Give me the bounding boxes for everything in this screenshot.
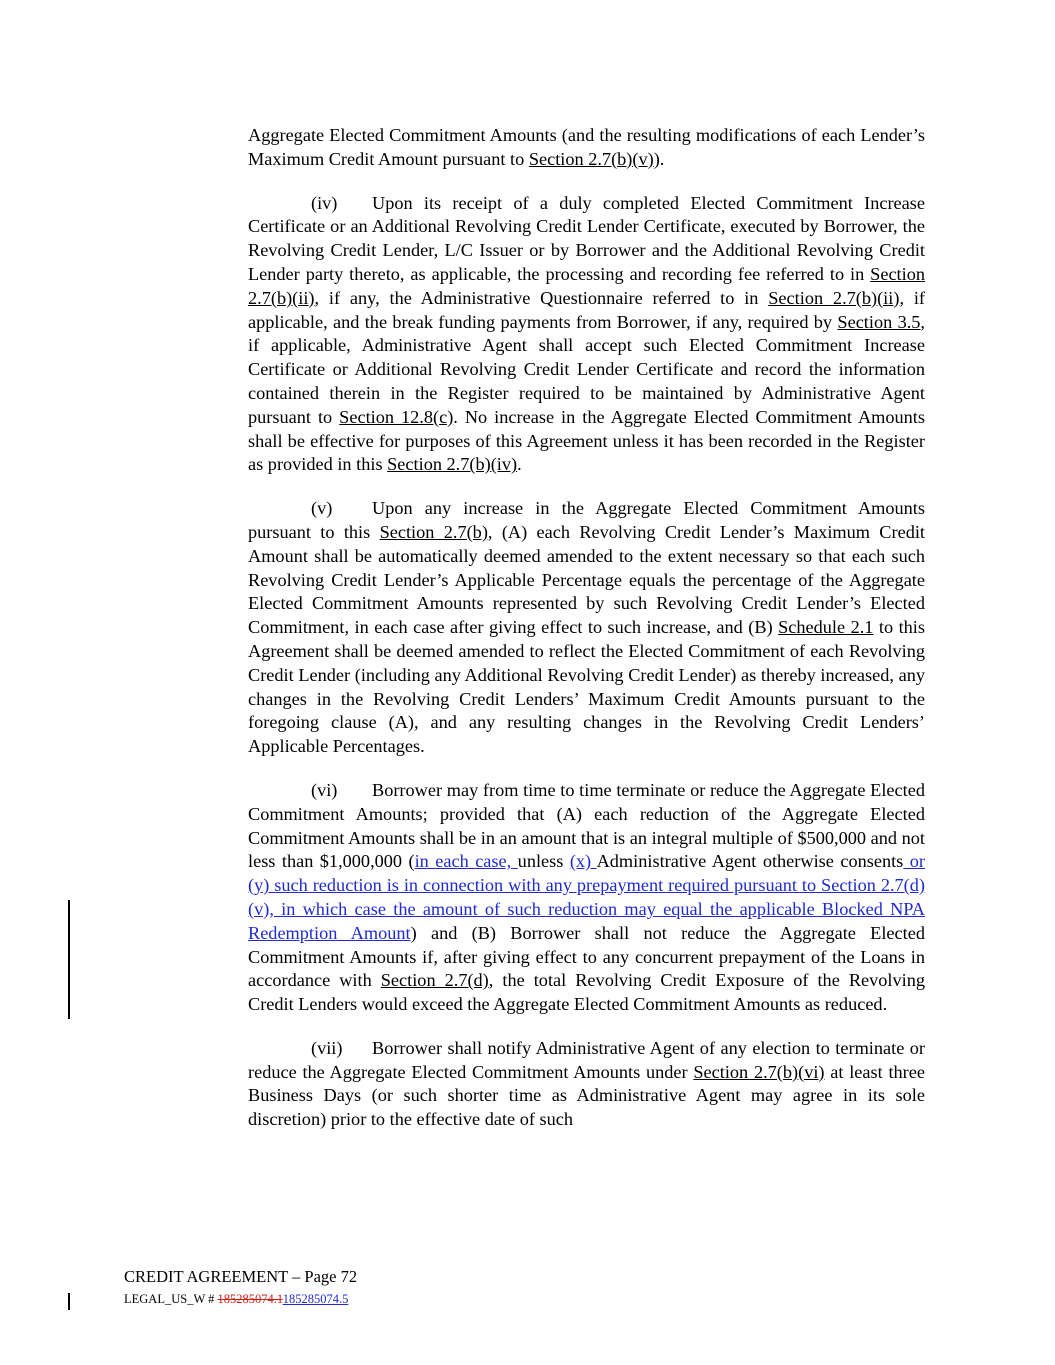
text-run: . [517,454,522,475]
text-run: Aggregate Elected Commitment Amounts (and the resulting modifications of each Lender’s Maximum Credit Amount pursuant to [248,125,925,169]
clause-number: (vii) [311,1037,343,1058]
text-run: , if applicable, and the break funding payments from Borrower, if any, required by [248,287,925,332]
inserted-text: or (y) such reduction is in connection with any prepayment required pursuant to Section 2.7(d)(v), in which case the amount of such reduction may equal the applicable Blocked NPA Redemption Amount [248,851,925,943]
section-reference: Section 12.8(c) [339,406,454,427]
text-run: ). [653,148,665,169]
page-body [248,124,925,1152]
paragraph-iv [248,192,925,478]
page-footer [124,1266,357,1308]
inserted-text: 185285074.5 [282,1292,349,1306]
text-run: Borrower may from time to time terminate or reduce the Aggregate Elected Commitment Amounts; provided that (A) each reduction of the Aggregate Elected Commitment Amounts shall be in an amount that is an integral multiple of $500,000 and not less than $1,000,000 ( [248,779,925,872]
text-run: Upon any increase in the Aggregate Elected Commitment Amounts pursuant to this [248,498,925,542]
document-number-prefix: LEGAL_US_W # [124,1292,218,1306]
inserted-text: in each case, [414,851,518,872]
paragraph-vii [248,1037,925,1132]
section-reference: Section 2.7(b)(iv) [387,454,518,475]
text-run: , (A) each Revolving Credit Lender’s Maximum Credit Amount shall be automatically deemed amended to the extent necessary so that each such Revolving Credit Lender’s Applicable Percentage equals the percentage of the Aggregate Elected Commitment Amounts represented by such Revolving Credit Lender’s Elected Commitment, in each case after giving effect to such increase, and (B) [248,521,925,638]
section-reference: Section 2.7(b)(v) [528,148,654,169]
text-run: Borrower shall notify Administrative Agent of any election to terminate or reduce the Aggregate Elected Commitment Amounts under [248,1037,925,1082]
document-number [124,1290,357,1308]
paragraph-v [248,497,925,759]
deleted-text: 185285074.1 [217,1292,283,1306]
text-run: , if any, the Administrative Questionnaire referred to in [314,287,769,308]
section-reference: Section 2.7(b)(ii) [768,287,900,308]
text-run: . No increase in the Aggregate Elected Commitment Amounts shall be effective for purposes of this Agreement unless it has been recorded in the Register as provided in this [248,406,925,475]
carryover-paragraph [248,124,925,172]
change-bar [68,900,70,1019]
text-run: , the total Revolving Credit Exposure of the Revolving Credit Lenders would exceed the Aggregate Elected Commitment Amounts as reduced. [248,970,925,1015]
section-reference: Section 2.7(b) [379,521,488,542]
section-reference: Section 2.7(b)(ii) [248,263,925,308]
text-run: Upon its receipt of a duly completed Elected Commitment Increase Certificate or an Additional Revolving Credit Lender Certificate, executed by Borrower, the Revolving Credit Lender, L/C Issuer or by Borrower and the Additional Revolving Credit Lender party thereto, as applicable, the processing and recording fee referred to in [248,192,925,284]
text-run: ) and (B) Borrower shall not reduce the Aggregate Elected Commitment Amounts if, after giving effect to any concurrent prepayment of the Loans in accordance with [248,922,925,991]
paragraph-vi [248,779,925,1017]
section-reference: Section 3.5 [837,311,921,332]
text-run: at least three Business Days (or such shorter time as Administrative Agent may agree in its sole discretion) prior to the effective date of such [248,1061,925,1130]
text-run: , if applicable, Administrative Agent shall accept such Elected Commitment Increase Certificate or Additional Revolving Credit Lender Certificate and record the information contained therein in the Register required to be maintained by Administrative Agent pursuant to [248,311,925,427]
change-bar [68,1293,70,1310]
section-reference: Section 2.7(b)(vi) [693,1061,825,1082]
footer-title: CREDIT AGREEMENT – Page 72 [124,1267,358,1286]
clause-number: (iv) [311,192,338,213]
schedule-reference: Schedule 2.1 [778,617,874,638]
inserted-text: (x) [569,851,597,872]
text-run: Administrative Agent otherwise consents [596,851,904,872]
clause-number: (vi) [311,779,338,800]
section-reference: Section 2.7(d) [380,970,489,991]
clause-number: (v) [311,498,333,519]
text-run: to this Agreement shall be deemed amended to reflect the Elected Commitment of each Revolving Credit Lender (including any Additional Revolving Credit Lender) as thereby increased, any changes in the Revolving Credit Lenders’ Maximum Credit Amounts pursuant to the foregoing clause (A), and any resulting changes in the Revolving Credit Lenders’ Applicable Percentages. [248,617,925,757]
text-run: unless [517,851,570,872]
